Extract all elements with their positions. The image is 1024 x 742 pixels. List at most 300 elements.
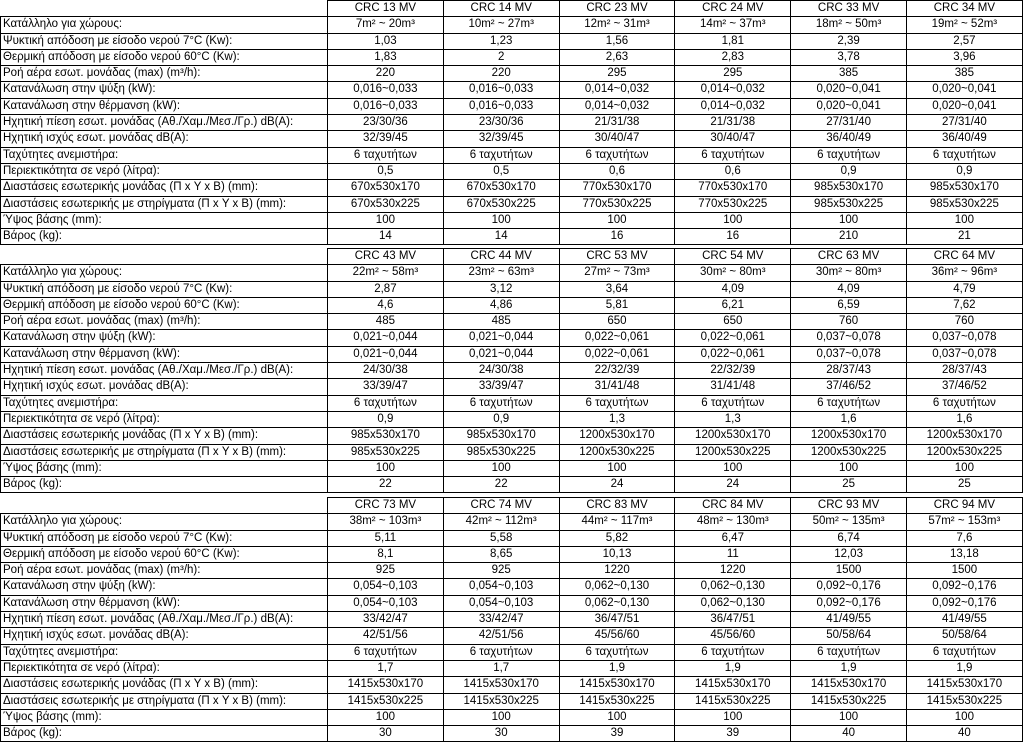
spec-value-cell: 6 ταχυτήτων xyxy=(559,395,675,411)
spec-value-cell: 1,6 xyxy=(906,411,1022,427)
model-name-cell: CRC 44 MV xyxy=(443,249,559,265)
spec-row xyxy=(1,444,1023,460)
spec-value-cell: 13,18 xyxy=(906,546,1022,562)
spec-label-cell: Κατανάλωση στην θέρμανση (kW): xyxy=(1,595,328,611)
spec-row xyxy=(1,163,1023,179)
spec-value-cell: 28/37/43 xyxy=(906,363,1022,379)
spec-label-cell: Κατάλληλο για χώρους: xyxy=(1,514,328,530)
model-name-cell: CRC 73 MV xyxy=(328,498,444,514)
spec-value-cell: 100 xyxy=(791,460,907,476)
model-name-cell: CRC 74 MV xyxy=(443,498,559,514)
spec-value-cell: 1415x530x225 xyxy=(559,693,675,709)
spec-table-2 xyxy=(0,248,1023,493)
spec-row xyxy=(1,82,1023,98)
spec-value-cell: 210 xyxy=(791,229,907,245)
spec-value-cell: 22 xyxy=(328,477,444,493)
spec-label-cell: Ψυκτική απόδοση με είσοδο νερού 7°C (Kw): xyxy=(1,33,328,49)
spec-label-cell: Διαστάσεις εσωτερικής μονάδας (Π x Υ x Β) (mm): xyxy=(1,180,328,196)
spec-value-cell: 6 ταχυτήτων xyxy=(443,147,559,163)
model-header-row xyxy=(1,498,1023,514)
spec-row xyxy=(1,33,1023,49)
spec-value-cell: 44m² ~ 117m³ xyxy=(559,514,675,530)
spec-value-cell: 650 xyxy=(559,314,675,330)
spec-value-cell: 6,74 xyxy=(791,530,907,546)
spec-value-cell: 5,82 xyxy=(559,530,675,546)
spec-value-cell: 42m² ~ 112m³ xyxy=(443,514,559,530)
spec-value-cell: 24 xyxy=(559,477,675,493)
spec-value-cell: 1220 xyxy=(675,563,791,579)
spec-value-cell: 30/40/47 xyxy=(675,131,791,147)
spec-value-cell: 30 xyxy=(443,726,559,742)
spec-value-cell: 6 ταχυτήτων xyxy=(675,395,791,411)
spec-value-cell: 2,87 xyxy=(328,281,444,297)
spec-label-cell: Διαστάσεις εσωτερικής μονάδας (Π x Υ x Β) (mm): xyxy=(1,677,328,693)
spec-value-cell: 10m² ~ 27m³ xyxy=(443,17,559,33)
spec-value-cell: 42/51/56 xyxy=(328,628,444,644)
spec-value-cell: 36/40/49 xyxy=(906,131,1022,147)
spec-value-cell: 985x530x170 xyxy=(443,428,559,444)
spec-value-cell: 0,021~0,044 xyxy=(328,346,444,362)
spec-value-cell: 1,9 xyxy=(906,660,1022,676)
model-name-cell: CRC 34 MV xyxy=(906,1,1022,17)
spec-value-cell: 100 xyxy=(328,212,444,228)
spec-value-cell: 100 xyxy=(559,709,675,725)
spec-value-cell: 485 xyxy=(328,314,444,330)
spec-value-cell: 385 xyxy=(791,66,907,82)
spec-row xyxy=(1,709,1023,725)
spec-value-cell: 4,6 xyxy=(328,297,444,313)
spec-value-cell: 6,59 xyxy=(791,297,907,313)
spec-value-cell: 1,9 xyxy=(791,660,907,676)
spec-value-cell: 0,014~0,032 xyxy=(559,98,675,114)
spec-value-cell: 1415x530x170 xyxy=(675,677,791,693)
spec-value-cell: 33/42/47 xyxy=(443,612,559,628)
spec-value-cell: 16 xyxy=(559,229,675,245)
spec-value-cell: 12,03 xyxy=(791,546,907,562)
spec-value-cell: 295 xyxy=(675,66,791,82)
spec-value-cell: 650 xyxy=(675,314,791,330)
spec-table-3 xyxy=(0,497,1023,742)
spec-value-cell: 0,054~0,103 xyxy=(443,595,559,611)
spec-value-cell: 1200x530x225 xyxy=(559,444,675,460)
spec-label-cell: Βάρος (kg): xyxy=(1,726,328,742)
spec-value-cell: 6 ταχυτήτων xyxy=(559,147,675,163)
spec-value-cell: 0,9 xyxy=(791,163,907,179)
spec-row xyxy=(1,147,1023,163)
spec-value-cell: 0,9 xyxy=(906,163,1022,179)
model-header-row xyxy=(1,249,1023,265)
spec-value-cell: 0,020~0,041 xyxy=(791,98,907,114)
spec-value-cell: 0,014~0,032 xyxy=(675,98,791,114)
spec-value-cell: 1,56 xyxy=(559,33,675,49)
spec-value-cell: 2,57 xyxy=(906,33,1022,49)
spec-value-cell: 1415x530x170 xyxy=(791,677,907,693)
spec-value-cell: 27m² ~ 73m³ xyxy=(559,265,675,281)
spec-value-cell: 1200x530x170 xyxy=(675,428,791,444)
spec-value-cell: 1415x530x225 xyxy=(328,693,444,709)
spec-label-cell: Ροή αέρα εσωτ. μονάδας (max) (m³/h): xyxy=(1,314,328,330)
spec-value-cell: 6 ταχυτήτων xyxy=(443,644,559,660)
spec-value-cell: 670x530x225 xyxy=(328,196,444,212)
spec-value-cell: 0,054~0,103 xyxy=(328,579,444,595)
spec-value-cell: 770x530x170 xyxy=(559,180,675,196)
spec-value-cell: 985x530x225 xyxy=(906,196,1022,212)
spec-value-cell: 0,021~0,044 xyxy=(328,330,444,346)
spec-value-cell: 6,21 xyxy=(675,297,791,313)
spec-value-cell: 100 xyxy=(906,460,1022,476)
spec-value-cell: 0,9 xyxy=(443,411,559,427)
spec-row xyxy=(1,180,1023,196)
spec-label-cell: Ηχητική πίεση εσωτ. μονάδας (Αθ./Χαμ./Μεσ./Γρ.) dB(A): xyxy=(1,115,328,131)
spec-value-cell: 985x530x170 xyxy=(328,428,444,444)
spec-value-cell: 14m² ~ 37m³ xyxy=(675,17,791,33)
spec-value-cell: 1415x530x225 xyxy=(906,693,1022,709)
spec-value-cell: 1415x530x225 xyxy=(443,693,559,709)
spec-value-cell: 40 xyxy=(791,726,907,742)
spec-value-cell: 100 xyxy=(443,460,559,476)
spec-value-cell: 0,062~0,130 xyxy=(675,595,791,611)
model-name-cell: CRC 84 MV xyxy=(675,498,791,514)
spec-value-cell: 770x530x225 xyxy=(559,196,675,212)
spec-value-cell: 0,092~0,176 xyxy=(906,579,1022,595)
spec-label-cell: Διαστάσεις εσωτερικής με στηρίγματα (Π x Υ x Β) (mm): xyxy=(1,444,328,460)
spec-value-cell: 23m² ~ 63m³ xyxy=(443,265,559,281)
spec-value-cell: 48m² ~ 130m³ xyxy=(675,514,791,530)
spec-value-cell: 21 xyxy=(906,229,1022,245)
spec-value-cell: 760 xyxy=(906,314,1022,330)
spec-value-cell: 45/56/60 xyxy=(675,628,791,644)
spec-value-cell: 670x530x170 xyxy=(443,180,559,196)
spec-value-cell: 1,83 xyxy=(328,49,444,65)
spec-value-cell: 21/31/38 xyxy=(559,115,675,131)
spec-value-cell: 1500 xyxy=(791,563,907,579)
spec-value-cell: 0,062~0,130 xyxy=(559,595,675,611)
spec-label-cell: Ροή αέρα εσωτ. μονάδας (max) (m³/h): xyxy=(1,563,328,579)
spec-label-cell: Διαστάσεις εσωτερικής μονάδας (Π x Υ x Β) (mm): xyxy=(1,428,328,444)
spec-row xyxy=(1,131,1023,147)
spec-value-cell: 0,020~0,041 xyxy=(906,98,1022,114)
spec-value-cell: 1,03 xyxy=(328,33,444,49)
spec-value-cell: 30m² ~ 80m³ xyxy=(675,265,791,281)
spec-label-cell: Βάρος (kg): xyxy=(1,477,328,493)
spec-value-cell: 0,9 xyxy=(328,411,444,427)
spec-value-cell: 0,014~0,032 xyxy=(675,82,791,98)
spec-value-cell: 0,037~0,078 xyxy=(791,346,907,362)
spec-value-cell: 100 xyxy=(675,709,791,725)
model-name-cell: CRC 54 MV xyxy=(675,249,791,265)
spec-row xyxy=(1,297,1023,313)
spec-value-cell: 1,7 xyxy=(443,660,559,676)
spec-value-cell: 22 xyxy=(443,477,559,493)
spec-value-cell: 45/56/60 xyxy=(559,628,675,644)
spec-value-cell: 50m² ~ 135m³ xyxy=(791,514,907,530)
spec-value-cell: 5,81 xyxy=(559,297,675,313)
spec-value-cell: 6 ταχυτήτων xyxy=(675,147,791,163)
spec-value-cell: 925 xyxy=(443,563,559,579)
spec-value-cell: 30/40/47 xyxy=(559,131,675,147)
model-name-cell: CRC 14 MV xyxy=(443,1,559,17)
model-name-cell: CRC 33 MV xyxy=(791,1,907,17)
spec-value-cell: 0,021~0,044 xyxy=(443,346,559,362)
spec-value-cell: 25 xyxy=(906,477,1022,493)
spec-value-cell: 6 ταχυτήτων xyxy=(559,644,675,660)
spec-row xyxy=(1,98,1023,114)
spec-value-cell: 38m² ~ 103m³ xyxy=(328,514,444,530)
spec-value-cell: 27/31/40 xyxy=(906,115,1022,131)
spec-value-cell: 6 ταχυτήτων xyxy=(675,644,791,660)
spec-value-cell: 1415x530x225 xyxy=(675,693,791,709)
spec-value-cell: 39 xyxy=(675,726,791,742)
spec-value-cell: 1,81 xyxy=(675,33,791,49)
spec-value-cell: 57m² ~ 153m³ xyxy=(906,514,1022,530)
spec-value-cell: 1,3 xyxy=(675,411,791,427)
spec-label-cell: Ύψος βάσης (mm): xyxy=(1,460,328,476)
spec-row xyxy=(1,644,1023,660)
spec-value-cell: 985x530x170 xyxy=(791,180,907,196)
spec-row xyxy=(1,196,1023,212)
spec-row xyxy=(1,281,1023,297)
spec-value-cell: 50/58/64 xyxy=(791,628,907,644)
spec-value-cell: 2,63 xyxy=(559,49,675,65)
spec-row xyxy=(1,115,1023,131)
spec-value-cell: 7m² ~ 20m³ xyxy=(328,17,444,33)
spec-row xyxy=(1,395,1023,411)
spec-label-cell: Ροή αέρα εσωτ. μονάδας (max) (m³/h): xyxy=(1,66,328,82)
spec-value-cell: 385 xyxy=(906,66,1022,82)
spec-value-cell: 2,83 xyxy=(675,49,791,65)
spec-value-cell: 1415x530x225 xyxy=(791,693,907,709)
spec-row xyxy=(1,612,1023,628)
spec-label-cell: Διαστάσεις εσωτερικής με στηρίγματα (Π x Υ x Β) (mm): xyxy=(1,196,328,212)
spec-value-cell: 1200x530x225 xyxy=(906,444,1022,460)
spec-value-cell: 985x530x170 xyxy=(906,180,1022,196)
spec-value-cell: 40 xyxy=(906,726,1022,742)
spec-row xyxy=(1,546,1023,562)
model-name-cell: CRC 13 MV xyxy=(328,1,444,17)
spec-value-cell: 14 xyxy=(328,229,444,245)
spec-value-cell: 0,021~0,044 xyxy=(443,330,559,346)
spec-row xyxy=(1,428,1023,444)
spec-value-cell: 36/47/51 xyxy=(559,612,675,628)
spec-value-cell: 2 xyxy=(443,49,559,65)
spec-label-cell: Θερμική απόδοση με είσοδο νερού 60°C (Kw): xyxy=(1,297,328,313)
spec-value-cell: 0,016~0,033 xyxy=(443,98,559,114)
spec-value-cell: 50/58/64 xyxy=(906,628,1022,644)
spec-value-cell: 100 xyxy=(906,709,1022,725)
spec-value-cell: 0,092~0,176 xyxy=(791,595,907,611)
spec-value-cell: 100 xyxy=(791,212,907,228)
spec-value-cell: 100 xyxy=(328,709,444,725)
spec-label-cell: Θερμική απόδοση με είσοδο νερού 60°C (Kw): xyxy=(1,546,328,562)
spec-row xyxy=(1,265,1023,281)
spec-value-cell: 37/46/52 xyxy=(906,379,1022,395)
spec-value-cell: 7,62 xyxy=(906,297,1022,313)
spec-label-cell: Κατανάλωση στην ψύξη (kW): xyxy=(1,579,328,595)
spec-value-cell: 770x530x170 xyxy=(675,180,791,196)
spec-value-cell: 33/39/47 xyxy=(328,379,444,395)
spec-label-cell: Διαστάσεις εσωτερικής με στηρίγματα (Π x Υ x Β) (mm): xyxy=(1,693,328,709)
spec-value-cell: 295 xyxy=(559,66,675,82)
spec-label-cell: Ηχητική πίεση εσωτ. μονάδας (Αθ./Χαμ./Μεσ./Γρ.) dB(A): xyxy=(1,363,328,379)
spec-value-cell: 6 ταχυτήτων xyxy=(791,395,907,411)
spec-label-cell: Ψυκτική απόδοση με είσοδο νερού 7°C (Kw): xyxy=(1,530,328,546)
spec-value-cell: 0,062~0,130 xyxy=(559,579,675,595)
spec-value-cell: 6 ταχυτήτων xyxy=(443,395,559,411)
spec-value-cell: 41/49/55 xyxy=(906,612,1022,628)
spec-value-cell: 7,6 xyxy=(906,530,1022,546)
spec-value-cell: 22/32/39 xyxy=(675,363,791,379)
spec-value-cell: 0,037~0,078 xyxy=(906,330,1022,346)
spec-row xyxy=(1,379,1023,395)
spec-value-cell: 36/47/51 xyxy=(675,612,791,628)
spec-value-cell: 1,9 xyxy=(559,660,675,676)
spec-value-cell: 8,65 xyxy=(443,546,559,562)
spec-value-cell: 1500 xyxy=(906,563,1022,579)
spec-value-cell: 1,3 xyxy=(559,411,675,427)
spec-value-cell: 770x530x225 xyxy=(675,196,791,212)
spec-value-cell: 1415x530x170 xyxy=(559,677,675,693)
spec-value-cell: 0,020~0,041 xyxy=(906,82,1022,98)
spec-value-cell: 220 xyxy=(443,66,559,82)
spec-row xyxy=(1,17,1023,33)
spec-value-cell: 3,78 xyxy=(791,49,907,65)
spec-row xyxy=(1,49,1023,65)
spec-label-cell: Περιεκτικότητα σε νερό (λίτρα): xyxy=(1,163,328,179)
spec-value-cell: 0,016~0,033 xyxy=(328,82,444,98)
spec-value-cell: 22/32/39 xyxy=(559,363,675,379)
spec-row xyxy=(1,477,1023,493)
spec-row xyxy=(1,363,1023,379)
spec-row xyxy=(1,595,1023,611)
spec-value-cell: 4,79 xyxy=(906,281,1022,297)
spec-value-cell: 5,11 xyxy=(328,530,444,546)
spec-value-cell: 1,9 xyxy=(675,660,791,676)
spec-value-cell: 36/40/49 xyxy=(791,131,907,147)
spec-label-cell: Κατανάλωση στην θέρμανση (kW): xyxy=(1,346,328,362)
spec-value-cell: 6 ταχυτήτων xyxy=(791,147,907,163)
spec-value-cell: 36m² ~ 96m³ xyxy=(906,265,1022,281)
spec-value-cell: 6 ταχυτήτων xyxy=(328,147,444,163)
spec-value-cell: 100 xyxy=(443,212,559,228)
spec-value-cell: 0,016~0,033 xyxy=(443,82,559,98)
spec-value-cell: 985x530x225 xyxy=(443,444,559,460)
spec-value-cell: 23/30/36 xyxy=(328,115,444,131)
spec-value-cell: 985x530x225 xyxy=(791,196,907,212)
spec-value-cell: 1415x530x170 xyxy=(906,677,1022,693)
spec-value-cell: 1200x530x170 xyxy=(906,428,1022,444)
spec-value-cell: 42/51/56 xyxy=(443,628,559,644)
model-name-cell: CRC 63 MV xyxy=(791,249,907,265)
spec-value-cell: 28/37/43 xyxy=(791,363,907,379)
spec-label-cell: Κατάλληλο για χώρους: xyxy=(1,265,328,281)
spec-value-cell: 10,13 xyxy=(559,546,675,562)
spec-value-cell: 6 ταχυτήτων xyxy=(906,644,1022,660)
spec-value-cell: 2,39 xyxy=(791,33,907,49)
spec-value-cell: 16 xyxy=(675,229,791,245)
spec-label-cell: Ψυκτική απόδοση με είσοδο νερού 7°C (Kw): xyxy=(1,281,328,297)
spec-value-cell: 21/31/38 xyxy=(675,115,791,131)
spec-value-cell: 6,47 xyxy=(675,530,791,546)
spec-value-cell: 0,037~0,078 xyxy=(906,346,1022,362)
spec-value-cell: 4,09 xyxy=(675,281,791,297)
spec-row xyxy=(1,660,1023,676)
spec-label-cell: Κατανάλωση στην ψύξη (kW): xyxy=(1,330,328,346)
spec-row xyxy=(1,514,1023,530)
spec-value-cell: 4,86 xyxy=(443,297,559,313)
spec-label-cell: Περιεκτικότητα σε νερό (λίτρα): xyxy=(1,411,328,427)
spec-value-cell: 24/30/38 xyxy=(443,363,559,379)
model-name-cell: CRC 94 MV xyxy=(906,498,1022,514)
spec-value-cell: 0,092~0,176 xyxy=(906,595,1022,611)
spec-row xyxy=(1,66,1023,82)
spec-value-cell: 1200x530x170 xyxy=(559,428,675,444)
spec-label-cell: Κατάλληλο για χώρους: xyxy=(1,17,328,33)
spec-value-cell: 6 ταχυτήτων xyxy=(906,395,1022,411)
spec-value-cell: 0,022~0,061 xyxy=(675,346,791,362)
spec-value-cell: 0,054~0,103 xyxy=(328,595,444,611)
model-header-row xyxy=(1,1,1023,17)
spec-label-cell: Ύψος βάσης (mm): xyxy=(1,709,328,725)
spec-value-cell: 41/49/55 xyxy=(791,612,907,628)
spec-value-cell: 670x530x225 xyxy=(443,196,559,212)
header-blank-cell xyxy=(1,1,328,17)
spec-value-cell: 0,022~0,061 xyxy=(559,346,675,362)
spec-value-cell: 39 xyxy=(559,726,675,742)
spec-value-cell: 485 xyxy=(443,314,559,330)
spec-value-cell: 19m² ~ 52m³ xyxy=(906,17,1022,33)
spec-row xyxy=(1,330,1023,346)
model-name-cell: CRC 24 MV xyxy=(675,1,791,17)
spec-value-cell: 925 xyxy=(328,563,444,579)
spec-value-cell: 6 ταχυτήτων xyxy=(328,644,444,660)
spec-value-cell: 100 xyxy=(443,709,559,725)
spec-value-cell: 32/39/45 xyxy=(443,131,559,147)
spec-value-cell: 6 ταχυτήτων xyxy=(906,147,1022,163)
spec-value-cell: 0,054~0,103 xyxy=(443,579,559,595)
spec-value-cell: 100 xyxy=(906,212,1022,228)
spec-value-cell: 1,23 xyxy=(443,33,559,49)
spec-value-cell: 12m² ~ 31m³ xyxy=(559,17,675,33)
spec-value-cell: 25 xyxy=(791,477,907,493)
spec-value-cell: 1,6 xyxy=(791,411,907,427)
spec-label-cell: Ηχητική ισχύς εσωτ. μονάδας dB(A): xyxy=(1,131,328,147)
spec-value-cell: 100 xyxy=(328,460,444,476)
spec-value-cell: 4,09 xyxy=(791,281,907,297)
spec-row xyxy=(1,530,1023,546)
model-name-cell: CRC 64 MV xyxy=(906,249,1022,265)
spec-value-cell: 100 xyxy=(675,460,791,476)
spec-value-cell: 100 xyxy=(791,709,907,725)
spec-row xyxy=(1,579,1023,595)
spec-value-cell: 0,020~0,041 xyxy=(791,82,907,98)
spec-label-cell: Ηχητική ισχύς εσωτ. μονάδας dB(A): xyxy=(1,628,328,644)
spec-value-cell: 0,6 xyxy=(559,163,675,179)
model-name-cell: CRC 93 MV xyxy=(791,498,907,514)
spec-row xyxy=(1,229,1023,245)
spec-value-cell: 1200x530x225 xyxy=(675,444,791,460)
spec-value-cell: 760 xyxy=(791,314,907,330)
spec-label-cell: Ταχύτητες ανεμιστήρα: xyxy=(1,395,328,411)
spec-value-cell: 5,58 xyxy=(443,530,559,546)
spec-value-cell: 100 xyxy=(675,212,791,228)
spec-value-cell: 985x530x225 xyxy=(328,444,444,460)
spec-row xyxy=(1,563,1023,579)
spec-row xyxy=(1,726,1023,742)
header-blank-cell xyxy=(1,498,328,514)
spec-value-cell: 0,022~0,061 xyxy=(675,330,791,346)
spec-value-cell: 37/46/52 xyxy=(791,379,907,395)
spec-value-cell: 8,1 xyxy=(328,546,444,562)
